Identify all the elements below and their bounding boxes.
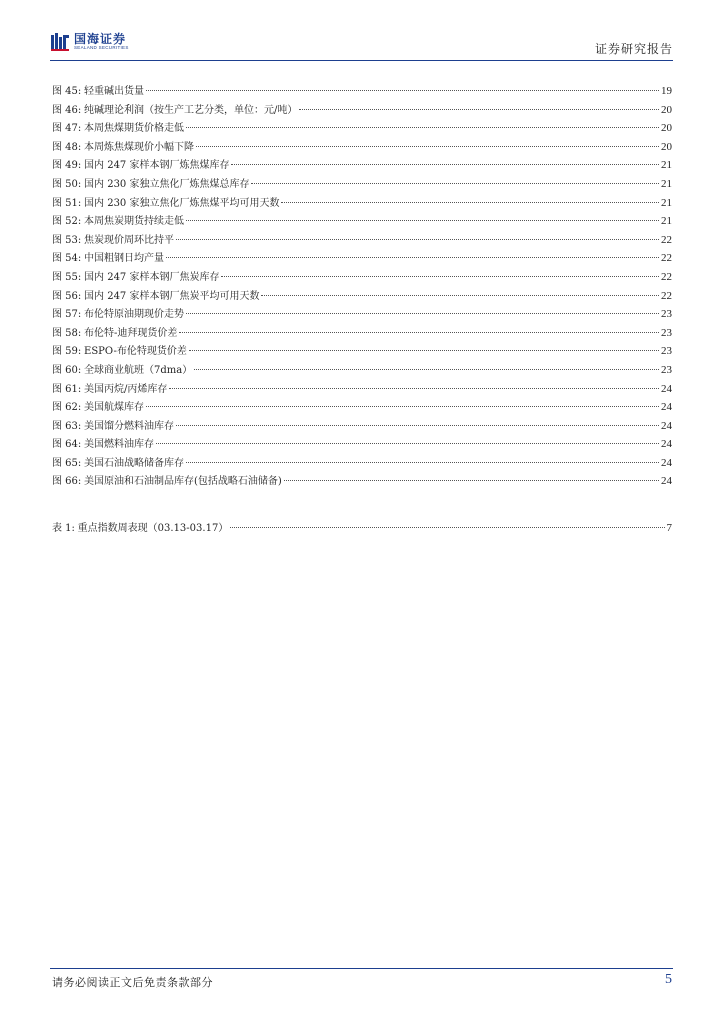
figure-entry[interactable] — [52, 212, 672, 231]
page-header — [50, 30, 673, 58]
figure-entry-title: 纯碱理论利润（按生产工艺分类，单位：元/吨） — [84, 104, 298, 116]
figure-entry-title: 美国燃料油库存 — [84, 439, 155, 451]
figure-entry-label: 图 59: — [52, 346, 82, 358]
figure-entry-page-number: 24 — [661, 401, 672, 414]
figure-list — [52, 82, 672, 491]
footer-divider — [50, 968, 673, 969]
dot-leader — [156, 443, 659, 444]
figure-entry-label: 图 55: — [52, 271, 82, 283]
dot-leader — [251, 183, 659, 184]
figure-entry[interactable] — [52, 324, 672, 343]
sealand-logo-icon — [50, 32, 70, 52]
dot-leader — [186, 127, 659, 128]
figure-entry-label: 图 46: — [52, 104, 82, 116]
table-entry-title: 重点指数周表现（03.13-03.17） — [77, 523, 229, 534]
figure-entry[interactable] — [52, 454, 672, 473]
figure-entry-title: 本周焦炭期货持续走低 — [84, 216, 185, 228]
figure-entry-label: 图 57: — [52, 309, 82, 321]
figure-entry-label: 图 51: — [52, 197, 82, 209]
figure-entry-page-number: 20 — [661, 103, 672, 116]
figure-entry-title: 国内 230 家独立焦化厂炼焦煤总库存 — [84, 178, 250, 190]
figure-entry-title: 布伦特-迪拜现货价差 — [84, 327, 178, 339]
figure-entry-page-number: 23 — [661, 345, 672, 358]
figure-entry-label: 图 61: — [52, 383, 82, 395]
figure-entry-page-number: 20 — [661, 140, 672, 153]
figure-entry[interactable] — [52, 398, 672, 417]
dot-leader — [186, 462, 659, 463]
dot-leader — [281, 202, 659, 203]
figure-entry[interactable] — [52, 231, 672, 250]
dot-leader — [186, 313, 659, 314]
dot-leader — [284, 480, 659, 481]
figure-entry[interactable] — [52, 194, 672, 213]
figure-entry-title: 焦炭现价周环比持平 — [84, 234, 175, 246]
dot-leader — [231, 164, 659, 165]
dot-leader — [230, 527, 664, 528]
figure-entry[interactable] — [52, 305, 672, 324]
figure-entry-title: 布伦特原油期现价走势 — [84, 309, 185, 321]
figure-entry-title: 本周炼焦煤现价小幅下降 — [84, 141, 195, 153]
figure-entry-label: 图 62: — [52, 402, 82, 414]
figure-entry[interactable] — [52, 472, 672, 491]
figure-entry-page-number: 24 — [661, 419, 672, 432]
page-number: 5 — [665, 972, 672, 987]
figure-entry-page-number: 21 — [661, 215, 672, 228]
figure-entry-title: 美国原油和石油制品库存(包括战略石油储备) — [84, 476, 282, 488]
figure-entry-label: 图 52: — [52, 216, 82, 228]
dot-leader — [194, 369, 659, 370]
dot-leader — [299, 109, 659, 110]
figure-entry[interactable] — [52, 138, 672, 157]
figure-entry-label: 图 63: — [52, 420, 82, 432]
dot-leader — [261, 295, 659, 296]
dot-leader — [221, 276, 659, 277]
report-type-title: 证券研究报告 — [594, 42, 673, 56]
dot-leader — [189, 350, 659, 351]
figure-entry-page-number: 22 — [661, 252, 672, 265]
header-divider — [50, 60, 673, 61]
figure-entry-page-number: 24 — [661, 475, 672, 488]
figure-entry-title: ESPO-布伦特现货价差 — [84, 346, 187, 358]
figure-entry-label: 图 45: — [52, 86, 82, 97]
figure-entry-title: 全球商业航班（7dma） — [84, 364, 193, 376]
figure-entry[interactable] — [52, 435, 672, 454]
figure-entry-page-number: 21 — [661, 196, 672, 209]
logo-english-name: SEALAND SECURITIES — [74, 45, 129, 51]
figure-entry-title: 国内 247 家样本钢厂炼焦煤库存 — [84, 160, 230, 172]
table-entry-label: 表 1: — [52, 523, 75, 534]
dot-leader — [176, 239, 659, 240]
figure-entry-page-number: 21 — [661, 177, 672, 190]
figure-entry[interactable] — [52, 119, 672, 138]
figure-entry-page-number: 23 — [661, 326, 672, 339]
figure-entry-page-number: 20 — [661, 122, 672, 135]
figure-entry-title: 国内 230 家独立焦化厂炼焦煤平均可用天数 — [84, 197, 280, 209]
figure-entry[interactable] — [52, 101, 672, 120]
dot-leader — [176, 425, 659, 426]
figure-entry[interactable] — [52, 342, 672, 361]
figure-entry[interactable] — [52, 417, 672, 436]
figure-entry[interactable] — [52, 268, 672, 287]
figure-entry-title: 国内 247 家样本钢厂焦炭库存 — [84, 271, 220, 283]
figure-entry[interactable] — [52, 380, 672, 399]
dot-leader — [196, 146, 659, 147]
footer-disclaimer: 请务必阅读正文后免责条款部分 — [52, 976, 213, 989]
figure-entry-page-number: 22 — [661, 233, 672, 246]
figure-entry-page-number: 24 — [661, 438, 672, 451]
figure-entry-label: 图 58: — [52, 327, 82, 339]
figure-entry-page-number: 24 — [661, 382, 672, 395]
figure-entry[interactable] — [52, 175, 672, 194]
figure-entry-title: 本周焦煤期货价格走低 — [84, 123, 185, 135]
dot-leader — [166, 257, 659, 258]
figure-entry-title: 中国粗钢日均产量 — [84, 253, 165, 265]
dot-leader — [169, 388, 659, 389]
figure-entry-title: 美国航煤库存 — [84, 402, 145, 414]
figure-entry-label: 图 48: — [52, 141, 82, 153]
figure-entry-label: 图 66: — [52, 476, 82, 488]
figure-entry-label: 图 49: — [52, 160, 82, 172]
figure-entry[interactable] — [52, 82, 672, 101]
dot-leader — [186, 220, 659, 221]
figure-entry-page-number: 19 — [661, 85, 672, 97]
figure-entry[interactable] — [52, 249, 672, 268]
figure-entry-title: 轻重碱出货量 — [84, 86, 145, 97]
table-entry-page-number: 7 — [666, 522, 672, 534]
figure-entry[interactable] — [52, 287, 672, 306]
figure-entry-label: 图 53: — [52, 234, 82, 246]
figure-entry-label: 图 60: — [52, 364, 82, 376]
sealand-logo — [50, 30, 129, 54]
figure-entry-page-number: 22 — [661, 270, 672, 283]
figure-entry-label: 图 54: — [52, 253, 82, 265]
figure-entry-title: 美国馏分燃料油库存 — [84, 420, 175, 432]
figure-entry-page-number: 23 — [661, 363, 672, 376]
logo-chinese-name: 国海证券 — [74, 32, 127, 47]
dot-leader — [146, 90, 659, 91]
figure-entry-label: 图 56: — [52, 290, 82, 302]
table-entry[interactable] — [52, 519, 672, 538]
table-list — [52, 519, 672, 538]
figure-entry-title: 美国丙烷/丙烯库存 — [84, 383, 168, 395]
dot-leader — [179, 332, 659, 333]
figure-entry-page-number: 24 — [661, 456, 672, 469]
figure-entry-label: 图 47: — [52, 123, 82, 135]
figure-entry-page-number: 22 — [661, 289, 672, 302]
figure-entry[interactable] — [52, 156, 672, 175]
figure-entry-page-number: 21 — [661, 159, 672, 172]
figure-entry[interactable] — [52, 361, 672, 380]
figure-entry-label: 图 64: — [52, 439, 82, 451]
dot-leader — [146, 406, 659, 407]
figure-entry-title: 国内 247 家样本钢厂焦炭平均可用天数 — [84, 290, 260, 302]
figure-entry-label: 图 65: — [52, 457, 82, 469]
figure-entry-title: 美国石油战略储备库存 — [84, 457, 185, 469]
figure-entry-page-number: 23 — [661, 308, 672, 321]
figure-entry-label: 图 50: — [52, 178, 82, 190]
